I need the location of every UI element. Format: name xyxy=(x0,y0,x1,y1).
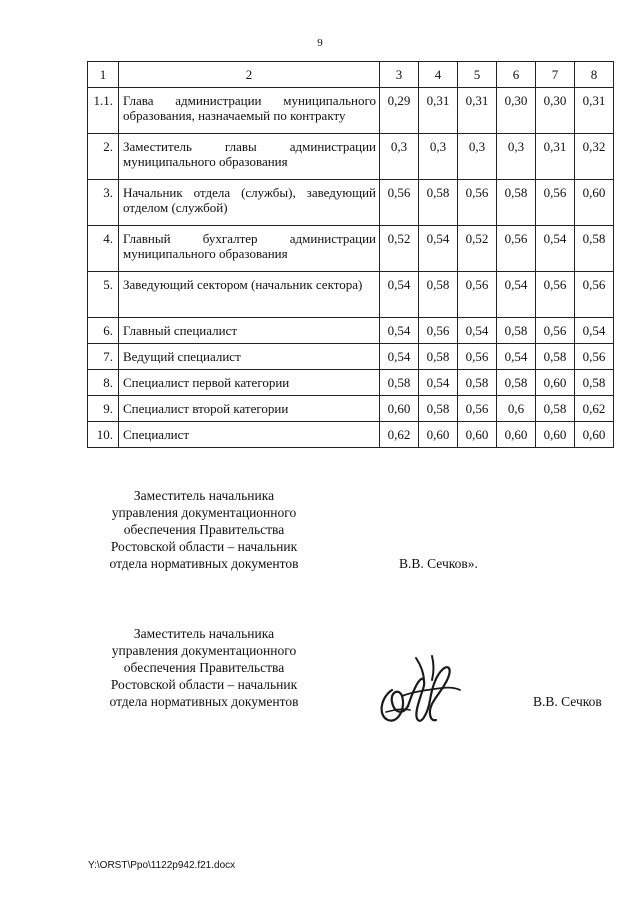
coefficient-cell: 0,31 xyxy=(575,88,614,134)
coefficient-cell: 0,54 xyxy=(419,226,458,272)
coefficient-cell: 0,30 xyxy=(536,88,575,134)
table-row xyxy=(88,272,614,318)
coefficient-cell: 0,56 xyxy=(458,344,497,370)
row-number: 7. xyxy=(88,344,119,370)
table-row xyxy=(88,88,614,134)
signatory-name-1: В.В. Сечков». xyxy=(399,556,478,571)
row-number: 1.1. xyxy=(88,88,119,134)
coefficient-cell: 0,54 xyxy=(380,344,419,370)
coefficient-cell: 0,54 xyxy=(497,344,536,370)
row-number: 3. xyxy=(88,180,119,226)
coefficient-cell: 0,60 xyxy=(419,422,458,448)
coefficient-cell: 0,56 xyxy=(536,180,575,226)
signatory-title-2 xyxy=(88,625,320,710)
coefficient-cell: 0,58 xyxy=(380,370,419,396)
coefficient-cell: 0,62 xyxy=(380,422,419,448)
column-header: 8 xyxy=(575,62,614,88)
position-name: Заместитель главы администрации муниципального образования xyxy=(119,134,380,180)
coefficient-cell: 0,58 xyxy=(497,318,536,344)
table-row xyxy=(88,422,614,448)
row-number: 5. xyxy=(88,272,119,318)
signatory-title-1 xyxy=(88,487,320,572)
coefficient-cell: 0,54 xyxy=(419,370,458,396)
coefficient-cell: 0,58 xyxy=(497,180,536,226)
column-header: 1 xyxy=(88,62,119,88)
coefficient-cell: 0,54 xyxy=(458,318,497,344)
row-number: 9. xyxy=(88,396,119,422)
coefficient-cell: 0,32 xyxy=(575,134,614,180)
table-row xyxy=(88,396,614,422)
coefficient-cell: 0,58 xyxy=(536,344,575,370)
coefficient-cell: 0,56 xyxy=(536,272,575,318)
coefficient-cell: 0,56 xyxy=(380,180,419,226)
signatory-title-line: отдела нормативных документов xyxy=(109,556,299,571)
table-row xyxy=(88,226,614,272)
coefficient-cell: 0,6 xyxy=(497,396,536,422)
position-name: Ведущий специалист xyxy=(119,344,380,370)
signatory-title-line: Заместитель начальника xyxy=(133,626,275,641)
coefficient-cell: 0,58 xyxy=(419,396,458,422)
coefficient-cell: 0,58 xyxy=(536,396,575,422)
column-header: 3 xyxy=(380,62,419,88)
table-row xyxy=(88,180,614,226)
page-number: 9 xyxy=(317,37,323,49)
coefficient-cell: 0,30 xyxy=(497,88,536,134)
coefficient-cell: 0,3 xyxy=(419,134,458,180)
coefficient-cell: 0,3 xyxy=(380,134,419,180)
coefficient-cell: 0,52 xyxy=(458,226,497,272)
coefficient-cell: 0,58 xyxy=(458,370,497,396)
coefficient-cell: 0,58 xyxy=(575,226,614,272)
coefficient-cell: 0,3 xyxy=(497,134,536,180)
row-number: 2. xyxy=(88,134,119,180)
coefficient-cell: 0,58 xyxy=(497,370,536,396)
coefficient-cell: 0,54 xyxy=(497,272,536,318)
coefficient-cell: 0,60 xyxy=(458,422,497,448)
coefficient-cell: 0,58 xyxy=(575,370,614,396)
signatory-title-line: обеспечения Правительства xyxy=(123,660,285,675)
coefficient-cell: 0,60 xyxy=(536,422,575,448)
position-name: Главный бухгалтер администрации муниципального образования xyxy=(119,226,380,272)
coefficient-cell: 0,60 xyxy=(497,422,536,448)
coefficient-cell: 0,56 xyxy=(458,396,497,422)
row-number: 4. xyxy=(88,226,119,272)
coefficient-cell: 0,58 xyxy=(419,180,458,226)
signatory-title-line: управления документационного xyxy=(111,643,297,658)
coefficient-cell: 0,60 xyxy=(575,180,614,226)
position-name: Заведующий сектором (начальник сектора) xyxy=(119,272,380,318)
column-header: 4 xyxy=(419,62,458,88)
coefficient-cell: 0,52 xyxy=(380,226,419,272)
table-row xyxy=(88,370,614,396)
coefficient-cell: 0,31 xyxy=(419,88,458,134)
signatory-title-line: Заместитель начальника xyxy=(133,488,275,503)
table-row xyxy=(88,344,614,370)
coefficient-cell: 0,31 xyxy=(458,88,497,134)
position-name: Специалист первой категории xyxy=(119,370,380,396)
coefficients-table xyxy=(87,61,614,448)
table-header-row xyxy=(88,62,614,88)
signatory-title-line: Ростовской области – начальник xyxy=(110,677,298,692)
coefficient-cell: 0,56 xyxy=(458,272,497,318)
coefficient-cell: 0,54 xyxy=(575,318,614,344)
coefficient-cell: 0,56 xyxy=(497,226,536,272)
position-name: Специалист xyxy=(119,422,380,448)
coefficient-cell: 0,62 xyxy=(575,396,614,422)
coefficient-cell: 0,3 xyxy=(458,134,497,180)
coefficient-cell: 0,60 xyxy=(536,370,575,396)
coefficient-cell: 0,56 xyxy=(458,180,497,226)
column-header: 6 xyxy=(497,62,536,88)
coefficient-cell: 0,54 xyxy=(380,272,419,318)
coefficient-cell: 0,58 xyxy=(419,272,458,318)
row-number: 8. xyxy=(88,370,119,396)
position-name: Специалист второй категории xyxy=(119,396,380,422)
table-row xyxy=(88,318,614,344)
coefficient-cell: 0,56 xyxy=(419,318,458,344)
coefficient-cell: 0,56 xyxy=(536,318,575,344)
signatory-title-line: управления документационного xyxy=(111,505,297,520)
coefficient-cell: 0,56 xyxy=(575,272,614,318)
position-name: Глава администрации муниципального образования, назначаемый по контракту xyxy=(119,88,380,134)
position-name: Начальник отдела (службы), заведующий отделом (службой) xyxy=(119,180,380,226)
coefficient-cell: 0,29 xyxy=(380,88,419,134)
coefficient-cell: 0,60 xyxy=(575,422,614,448)
signatory-name-2: В.В. Сечков xyxy=(533,694,602,709)
table-row xyxy=(88,134,614,180)
handwritten-signature xyxy=(372,650,464,728)
signatory-title-line: отдела нормативных документов xyxy=(109,694,299,709)
coefficient-cell: 0,54 xyxy=(536,226,575,272)
column-header: 7 xyxy=(536,62,575,88)
coefficient-cell: 0,56 xyxy=(575,344,614,370)
file-path-footer: Y:\ORST\Ppo\1122p942.f21.docx xyxy=(88,860,236,871)
coefficient-cell: 0,60 xyxy=(380,396,419,422)
coefficient-cell: 0,58 xyxy=(419,344,458,370)
column-header: 2 xyxy=(119,62,380,88)
signatory-title-line: Ростовской области – начальник xyxy=(110,539,298,554)
column-header: 5 xyxy=(458,62,497,88)
position-name: Главный специалист xyxy=(119,318,380,344)
row-number: 6. xyxy=(88,318,119,344)
coefficient-cell: 0,54 xyxy=(380,318,419,344)
coefficient-cell: 0,31 xyxy=(536,134,575,180)
signatory-title-line: обеспечения Правительства xyxy=(123,522,285,537)
row-number: 10. xyxy=(88,422,119,448)
